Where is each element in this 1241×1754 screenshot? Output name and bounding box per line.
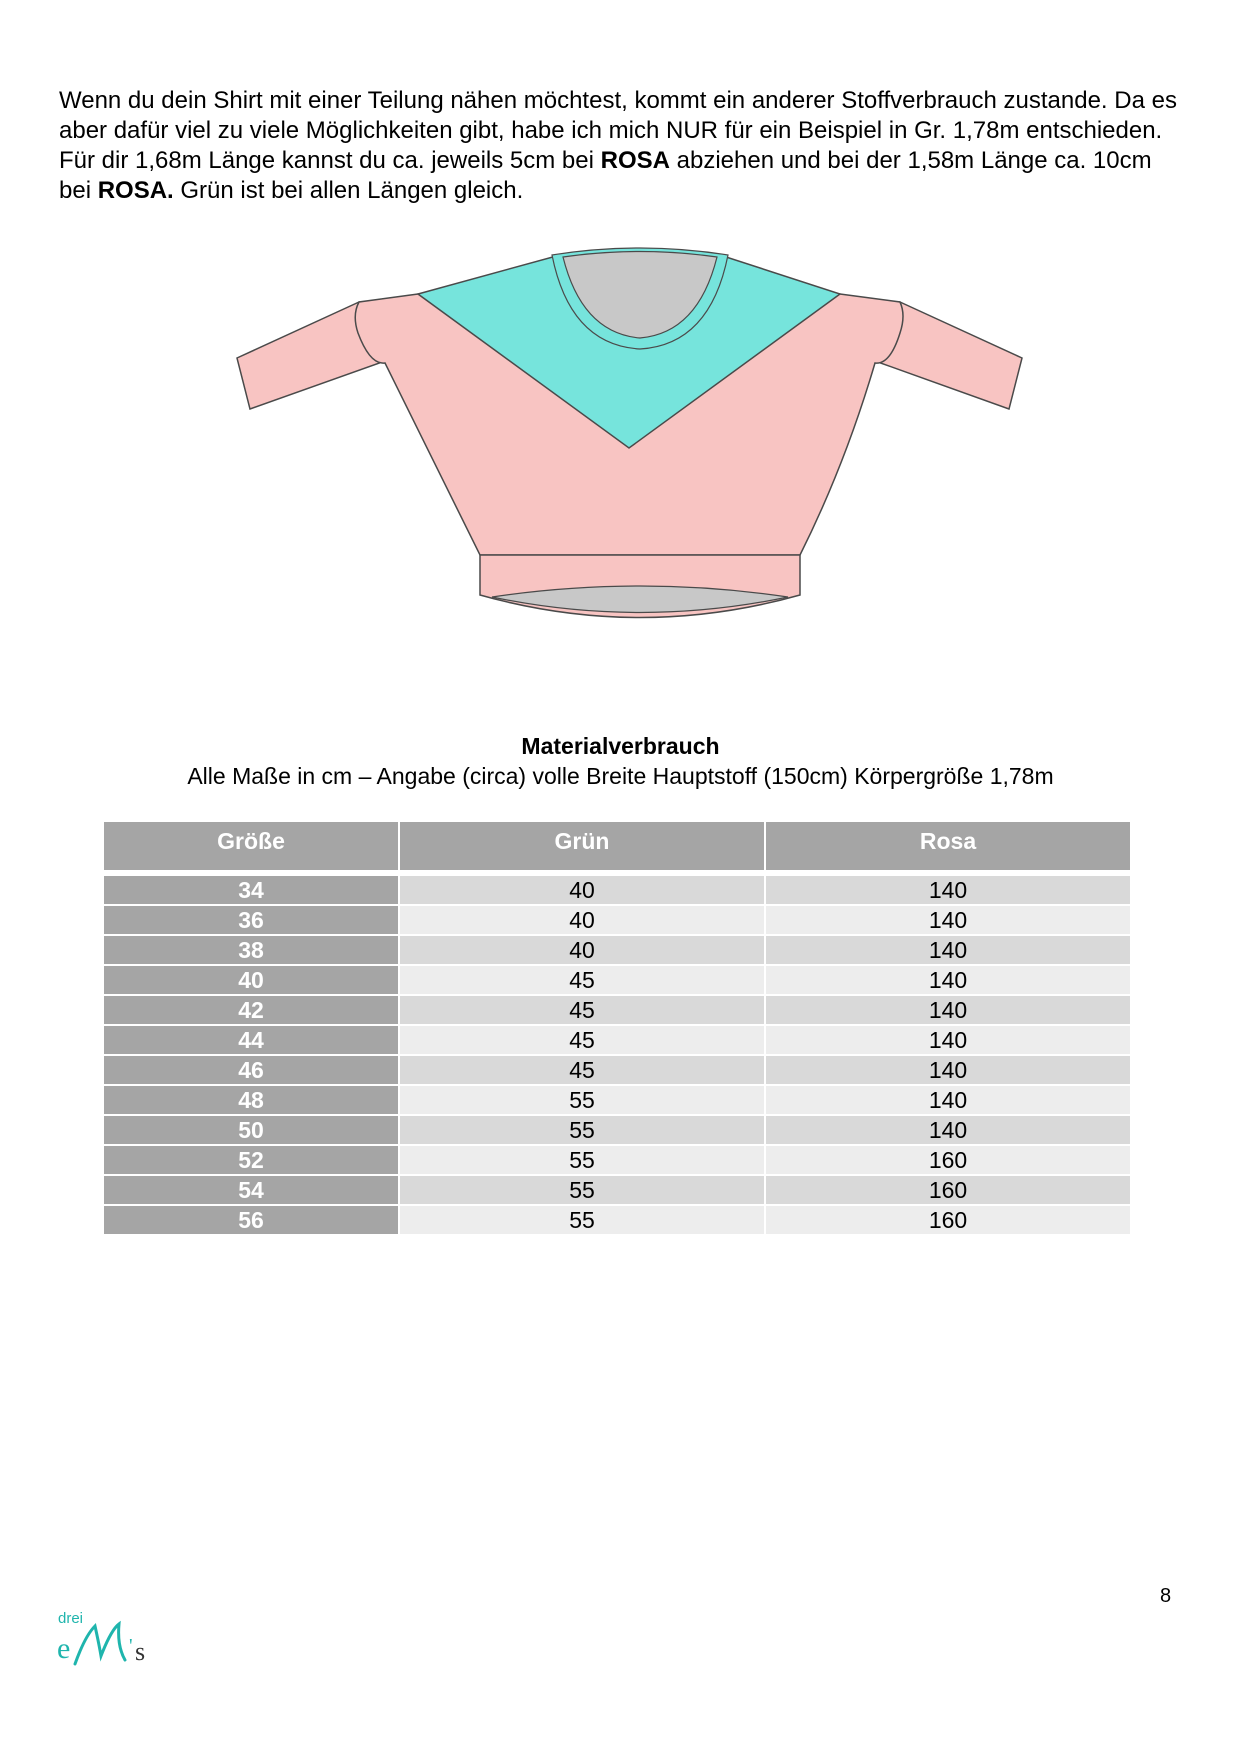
size-cell: 36	[104, 906, 398, 936]
gruen-cell: 55	[400, 1176, 764, 1206]
table-row	[104, 966, 1130, 996]
material-table	[102, 822, 1132, 1236]
rosa-cell: 140	[766, 876, 1130, 906]
rosa-cell: 140	[766, 936, 1130, 966]
gruen-cell: 40	[400, 906, 764, 936]
rosa-cell: 160	[766, 1176, 1130, 1206]
gruen-cell: 40	[400, 936, 764, 966]
intro-paragraph	[59, 86, 1189, 206]
rosa-cell: 140	[766, 1026, 1130, 1056]
gruen-cell: 45	[400, 1056, 764, 1086]
size-cell: 34	[104, 876, 398, 906]
table-row	[104, 1146, 1130, 1176]
gruen-cell: 40	[400, 876, 764, 906]
intro-bold-rosa-2: ROSA.	[97, 177, 174, 204]
table-row	[104, 936, 1130, 966]
shirt-illustration	[230, 245, 1050, 650]
table-row	[104, 906, 1130, 936]
material-subheading: Alle Maße in cm – Angabe (circa) volle Breite Hauptstoff (150cm) Körpergröße 1,78m	[187, 763, 1054, 789]
table-header-row	[104, 822, 1130, 876]
rosa-cell: 140	[766, 966, 1130, 996]
size-cell: 50	[104, 1116, 398, 1146]
gruen-cell: 45	[400, 996, 764, 1026]
gruen-cell: 45	[400, 966, 764, 996]
svg-text:e: e	[57, 1632, 71, 1665]
table-row	[104, 1176, 1130, 1206]
table-row	[104, 1086, 1130, 1116]
rosa-cell: 160	[766, 1146, 1130, 1176]
table-row	[104, 1116, 1130, 1146]
table-row	[104, 996, 1130, 1026]
table-row	[104, 876, 1130, 906]
rosa-cell: 140	[766, 1086, 1130, 1116]
intro-text-3: Grün ist bei allen Längen gleich.	[173, 177, 524, 204]
intro-text-1: Wenn du dein Shirt mit einer Teilung nähen möchtest, kommt ein anderer Stoffverbrauch zustande. Da es aber dafür viel zu viele Möglichkeiten gibt, habe ich mich NUR für ein Beispiel in Gr. 1,78m entschieden. Für dir 1,68m Länge kannst du ca. jeweils 5cm bei	[59, 87, 1177, 174]
table-row	[104, 1026, 1130, 1056]
rosa-cell: 140	[766, 1056, 1130, 1086]
rosa-cell: 140	[766, 1116, 1130, 1146]
gruen-cell: 45	[400, 1026, 764, 1056]
rosa-cell: 160	[766, 1206, 1130, 1236]
svg-text:s: s	[135, 1637, 146, 1666]
gruen-cell: 55	[400, 1116, 764, 1146]
gruen-cell: 55	[400, 1146, 764, 1176]
svg-text:': '	[129, 1635, 133, 1657]
size-cell: 44	[104, 1026, 398, 1056]
header-size: Größe	[104, 822, 398, 876]
brand-logo	[55, 1610, 165, 1672]
size-cell: 38	[104, 936, 398, 966]
intro-bold-rosa-1: ROSA	[600, 147, 670, 174]
gruen-cell: 55	[400, 1086, 764, 1116]
size-cell: 48	[104, 1086, 398, 1116]
logo-drei-text: drei	[58, 1610, 84, 1627]
logo-mark-icon	[55, 1616, 165, 1672]
size-cell: 42	[104, 996, 398, 1026]
header-gruen: Grün	[400, 822, 764, 876]
table-row	[104, 1056, 1130, 1086]
size-cell: 54	[104, 1176, 398, 1206]
table-row	[104, 1206, 1130, 1236]
size-cell: 40	[104, 966, 398, 996]
size-cell: 52	[104, 1146, 398, 1176]
header-rosa: Rosa	[766, 822, 1130, 876]
size-cell: 56	[104, 1206, 398, 1236]
gruen-cell: 55	[400, 1206, 764, 1236]
rosa-cell: 140	[766, 906, 1130, 936]
intro-text-2: abziehen und bei der 1,58m Länge ca. 10cm bei	[59, 147, 1152, 204]
rosa-cell: 140	[766, 996, 1130, 1026]
page-number: 8	[1160, 1585, 1172, 1607]
size-cell: 46	[104, 1056, 398, 1086]
material-heading: Materialverbrauch	[521, 733, 720, 759]
